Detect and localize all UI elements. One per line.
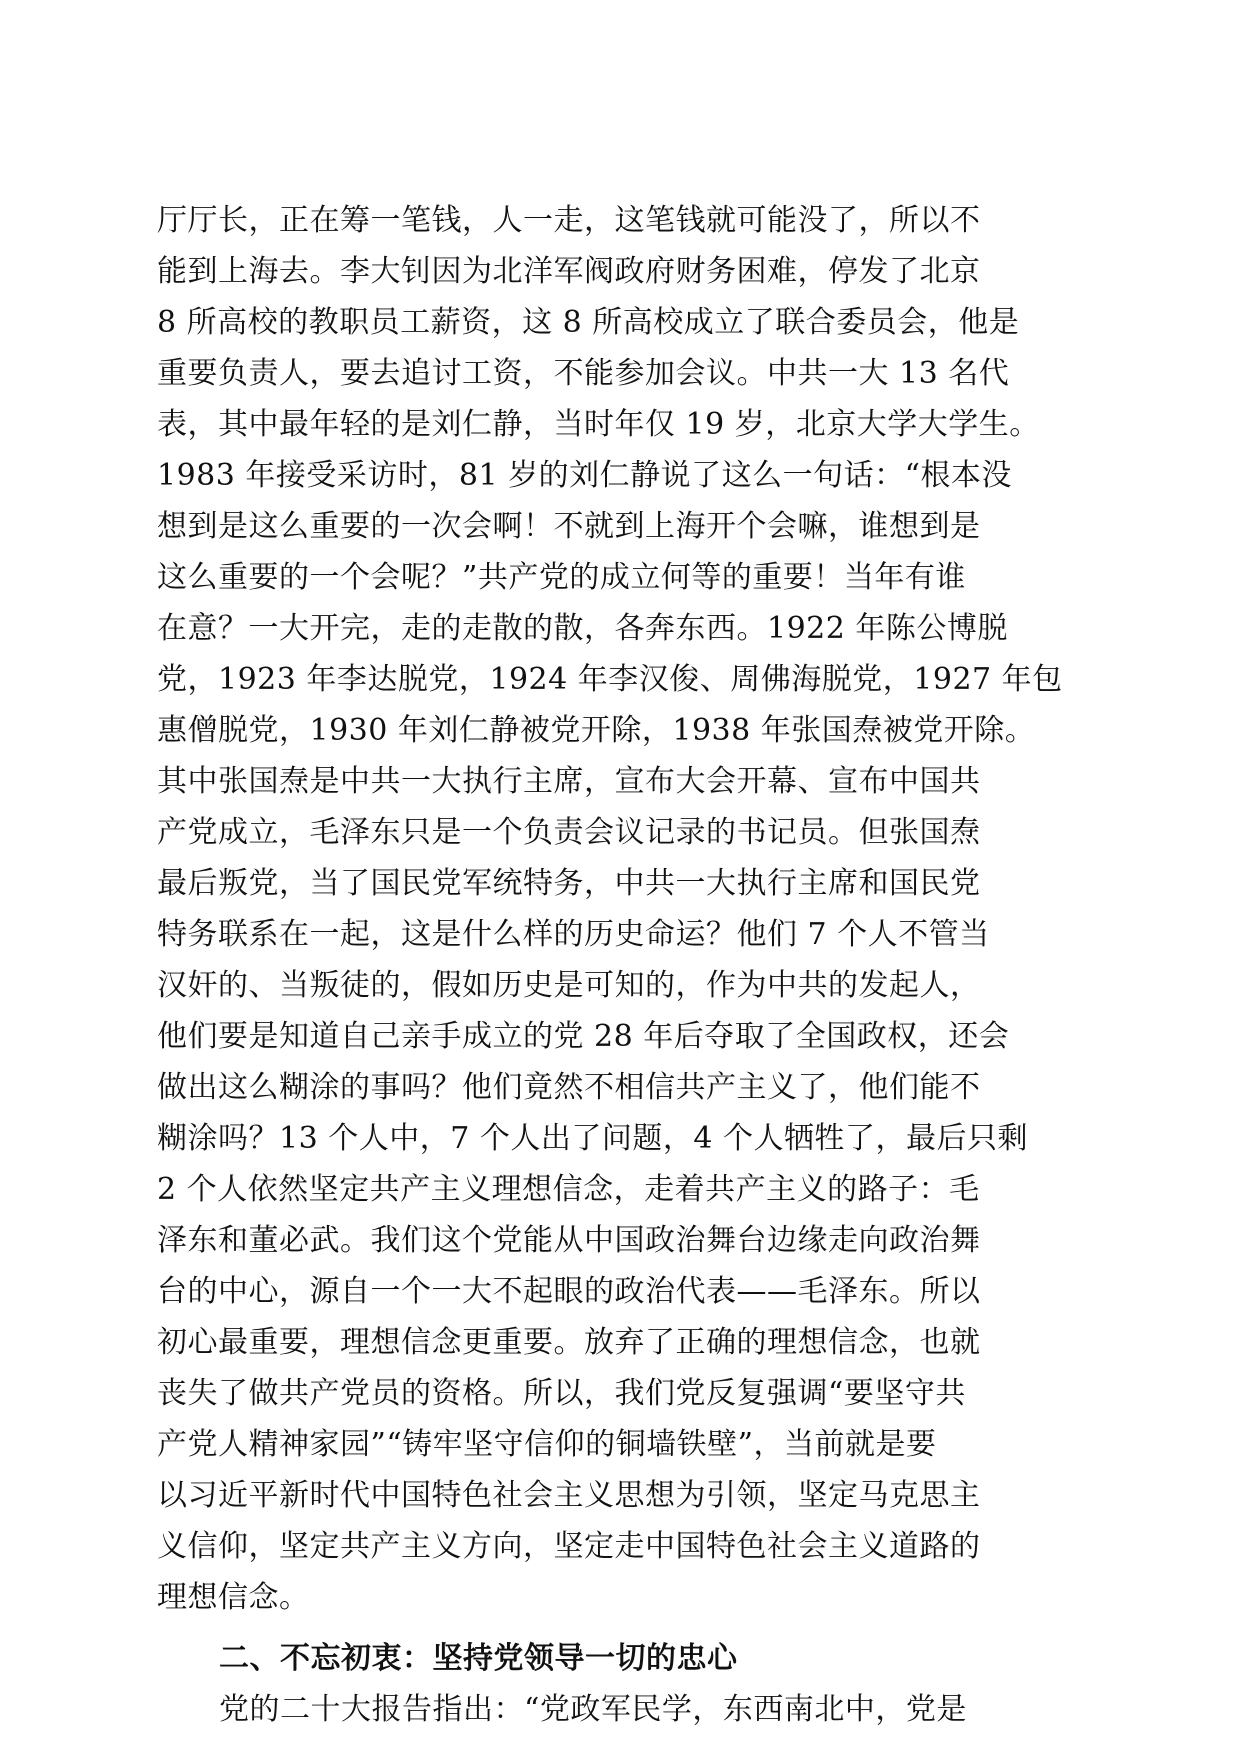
text-line: 这么重要的一个会呢？”共产党的成立何等的重要！当年有谁 bbox=[157, 560, 966, 595]
text-line: 最后叛党，当了国民党军统特务，中共一大执行主席和国民党 bbox=[157, 866, 981, 901]
text-line: 党，1923 年李达脱党，1924 年李汉俊、周佛海脱党，1927 年包 bbox=[157, 662, 1063, 697]
text-line: 以习近平新时代中国特色社会主义思想为引领，坚定马克思主 bbox=[157, 1478, 981, 1513]
text-line: 想到是这么重要的一次会啊！不就到上海开个会嘛，谁想到是 bbox=[157, 509, 981, 544]
text-line: 厅厅长，正在筹一笔钱，人一走，这笔钱就可能没了，所以不 bbox=[157, 203, 981, 238]
text-line: 2 个人依然坚定共产主义理想信念，走着共产主义的路子：毛 bbox=[157, 1172, 980, 1207]
text-line: 在意？一大开完，走的走散的散，各奔东西。1922 年陈公博脱 bbox=[157, 611, 1008, 646]
body-text bbox=[157, 195, 1077, 1735]
text-line: 做出这么糊涂的事吗？他们竟然不相信共产主义了，他们能不 bbox=[157, 1070, 981, 1105]
text-line: 泽东和董必武。我们这个党能从中国政治舞台边缘走向政治舞 bbox=[157, 1223, 981, 1258]
text-line: 糊涂吗？13 个人中，7 个人出了问题，4 个人牺牲了，最后只剩 bbox=[157, 1121, 1028, 1156]
text-line: 义信仰，坚定共产主义方向，坚定走中国特色社会主义道路的 bbox=[157, 1529, 981, 1564]
text-line: 能到上海去。李大钊因为北洋军阀政府财务困难，停发了北京 bbox=[157, 254, 981, 289]
text-line: 台的中心，源自一个一大不起眼的政治代表——毛泽东。所以 bbox=[157, 1274, 981, 1309]
text-line: 初心最重要，理想信念更重要。放弃了正确的理想信念，也就 bbox=[157, 1325, 981, 1360]
text-line: 产党成立，毛泽东只是一个负责会议记录的书记员。但张国焘 bbox=[157, 815, 981, 850]
text-line: 1983 年接受采访时，81 岁的刘仁静说了这么一句话：“根本没 bbox=[157, 458, 1012, 493]
text-line: 其中张国焘是中共一大执行主席，宣布大会开幕、宣布中国共 bbox=[157, 764, 981, 799]
section-heading: 二、不忘初衷：坚持党领导一切的忠心 bbox=[219, 1641, 738, 1676]
text-line: 产党人精神家园”“铸牢坚守信仰的铜墙铁壁”，当前就是要 bbox=[157, 1427, 937, 1462]
text-line: 汉奸的、当叛徒的，假如历史是可知的，作为中共的发起人， bbox=[157, 968, 981, 1003]
text-line: 理想信念。 bbox=[157, 1580, 310, 1615]
text-line: 特务联系在一起，这是什么样的历史命运？他们 7 个人不管当 bbox=[157, 917, 990, 952]
paragraph-start: 党的二十大报告指出：“党政军民学，东西南北中，党是 bbox=[219, 1692, 967, 1727]
text-line: 丧失了做共产党员的资格。所以，我们党反复强调“要坚守共 bbox=[157, 1376, 966, 1411]
text-line: 他们要是知道自己亲手成立的党 28 年后夺取了全国政权，还会 bbox=[157, 1019, 1010, 1054]
text-line: 表，其中最年轻的是刘仁静，当时年仅 19 岁，北京大学大学生。 bbox=[157, 407, 1040, 442]
text-line: 重要负责人，要去追讨工资，不能参加会议。中共一大 13 名代 bbox=[157, 356, 1010, 391]
text-line: 8 所高校的教职员工薪资，这 8 所高校成立了联合委员会，他是 bbox=[157, 305, 1020, 340]
text-line: 惠僧脱党，1930 年刘仁静被党开除，1938 年张国焘被党开除。 bbox=[157, 713, 1036, 748]
